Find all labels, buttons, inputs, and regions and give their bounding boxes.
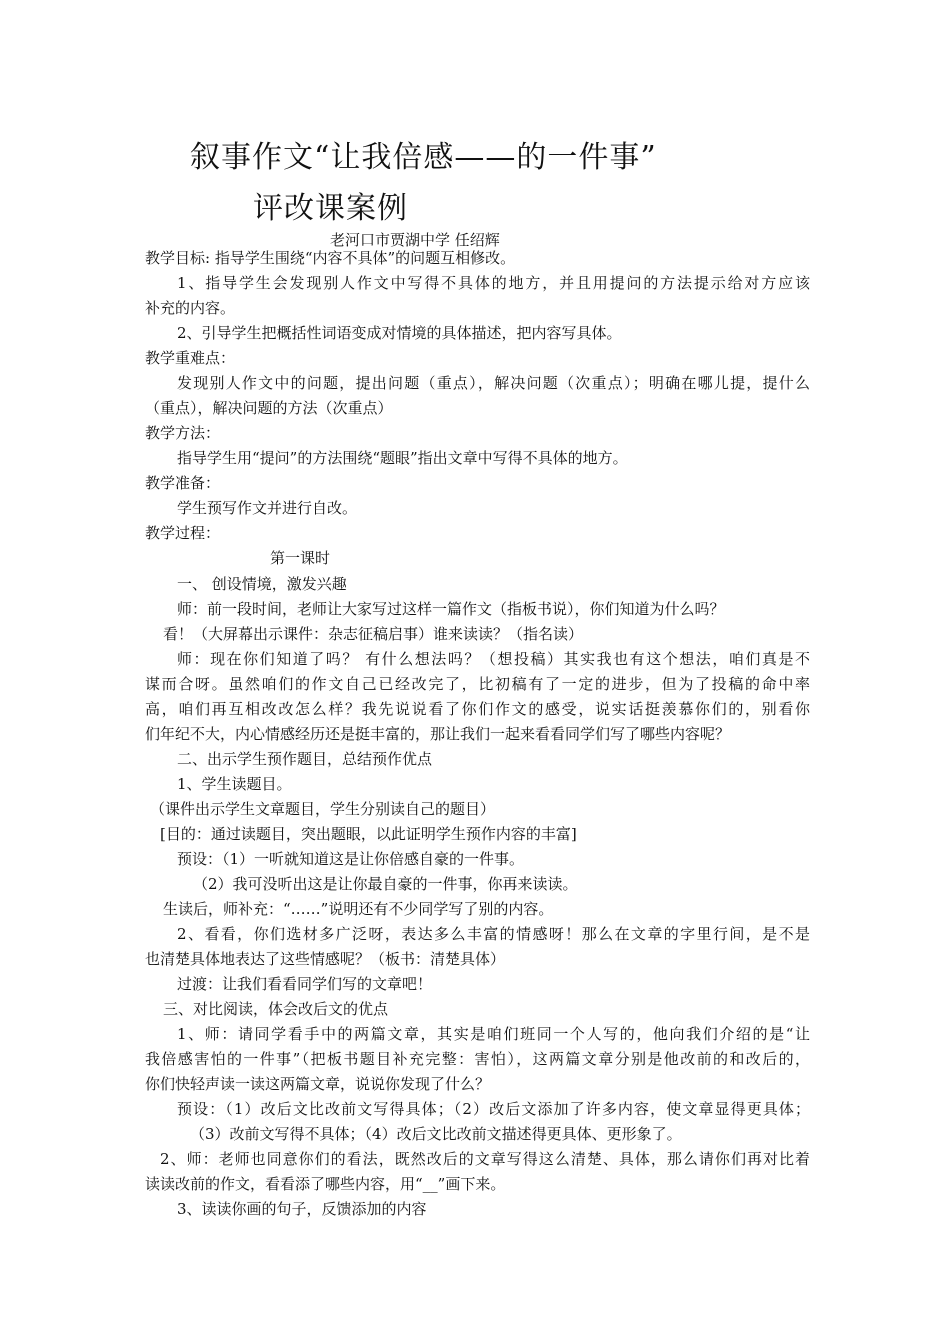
text-line: 1、师：请同学看手中的两篇文章，其实是咱们班同一个人写的，他向我们介绍的是“让 xyxy=(177,1025,810,1043)
text-line: （课件出示学生文章题目，学生分别读自己的题目） xyxy=(150,800,496,818)
text-line: 们年纪不大，内心情感经历还是挺丰富的，那让我们一起来看看同学们写了哪些内容呢？ xyxy=(145,725,731,743)
text-line: 师：现在你们知道了吗？ 有什么想法吗？（想投稿）其实我也有这个想法，咱们真是不 xyxy=(177,650,810,668)
text-line: 也清楚具体地表达了这些情感呢？（板书：清楚具体） xyxy=(145,950,506,968)
text-line: 生读后，师补充：“……”说明还有不少同学写了别的内容。 xyxy=(163,900,554,918)
text-line: 教学准备： xyxy=(145,474,221,492)
text-line: 3、读读你画的句子，反馈添加的内容 xyxy=(177,1200,427,1218)
text-line: 2、引导学生把概括性词语变成对情境的具体描述，把内容写具体。 xyxy=(177,324,622,342)
text-line: 谋而合呀。虽然咱们的作文自己已经改完了，比初稿有了一定的进步，但为了投稿的命中率 xyxy=(145,675,810,693)
text-line: 2、看看，你们选材多广泛呀，表达多么丰富的情感呀！那么在文章的字里行间，是不是 xyxy=(177,925,810,943)
text-line: [目的：通过读题目，突出题眼，以此证明学生预作内容的丰富] xyxy=(160,825,577,843)
text-line: （2）我可没听出这是让你最自豪的一件事，你再来读读。 xyxy=(193,875,578,893)
text-line: （重点），解决问题的方法（次重点） xyxy=(145,399,393,417)
text-line: 发现别人作文中的问题，提出问题（重点），解决问题（次重点）；明确在哪儿提，提什么 xyxy=(177,374,810,392)
text-line: 高，咱们再互相改改怎么样？我先说说看了你们作文的感受，说实话挺羡慕你们的，别看你 xyxy=(145,700,810,718)
document-subtitle: 评改课案例 xyxy=(253,191,408,226)
author-line: 老河口市贾湖中学 任绍辉 xyxy=(330,231,500,249)
text-line: 指导学生用“提问”的方法围绕“题眼”指出文章中写得不具体的地方。 xyxy=(177,449,628,467)
text-line: 看！（大屏幕出示课件：杂志征稿启事）谁来读读？（指名读） xyxy=(163,625,584,643)
text-line: 2、师：老师也同意你们的看法，既然改后的文章写得这么清楚、具体，那么请你们再对比着 xyxy=(160,1150,810,1168)
text-line: 教学过程： xyxy=(145,524,221,542)
text-line: 读读改前的作文，看看添了哪些内容，用“__”画下来。 xyxy=(145,1175,506,1193)
text-line: （3）改前文写得不具体；（4）改后文比改前文描述得更具体、更形象了。 xyxy=(190,1125,682,1143)
text-line: 三、对比阅读，体会改后文的优点 xyxy=(163,1000,389,1018)
text-line: 教学方法： xyxy=(145,424,221,442)
text-line: 教学目标: 指导学生围绕“内容不具体”的问题互相修改。 xyxy=(145,249,516,267)
document-title: 叙事作文“让我倍感——的一件事” xyxy=(190,140,657,175)
section-heading: 第一课时 xyxy=(270,549,331,567)
text-line: 你们快轻声读一读这两篇文章，说说你发现了什么？ xyxy=(145,1075,491,1093)
text-line: 二、出示学生预作题目，总结预作优点 xyxy=(177,750,433,768)
text-line: 补充的内容。 xyxy=(145,299,236,317)
text-line: 1、学生读题目。 xyxy=(177,775,292,793)
text-line: 1、指导学生会发现别人作文中写得不具体的地方，并且用提问的方法提示给对方应该 xyxy=(177,274,810,292)
text-line: 预设：（1）一听就知道这是让你倍感自豪的一件事。 xyxy=(177,850,525,868)
text-line: 学生预写作文并进行自改。 xyxy=(177,499,358,517)
text-line: 一、 创设情境，激发兴趣 xyxy=(177,575,347,593)
text-line: 过渡：让我们看看同学们写的文章吧！ xyxy=(177,975,433,993)
text-line: 师：前一段时间，老师让大家写过这样一篇作文（指板书说），你们知道为什么吗？ xyxy=(177,600,725,618)
text-line: 教学重难点： xyxy=(145,349,236,367)
text-line: 预设：（1）改后文比改前文写得具体；（2）改后文添加了许多内容，使文章显得更具体； xyxy=(177,1100,810,1118)
text-line: 我倍感害怕的一件事”（把板书题目补充完整：害怕），这两篇文章分别是他改前的和改后的， xyxy=(145,1050,810,1068)
